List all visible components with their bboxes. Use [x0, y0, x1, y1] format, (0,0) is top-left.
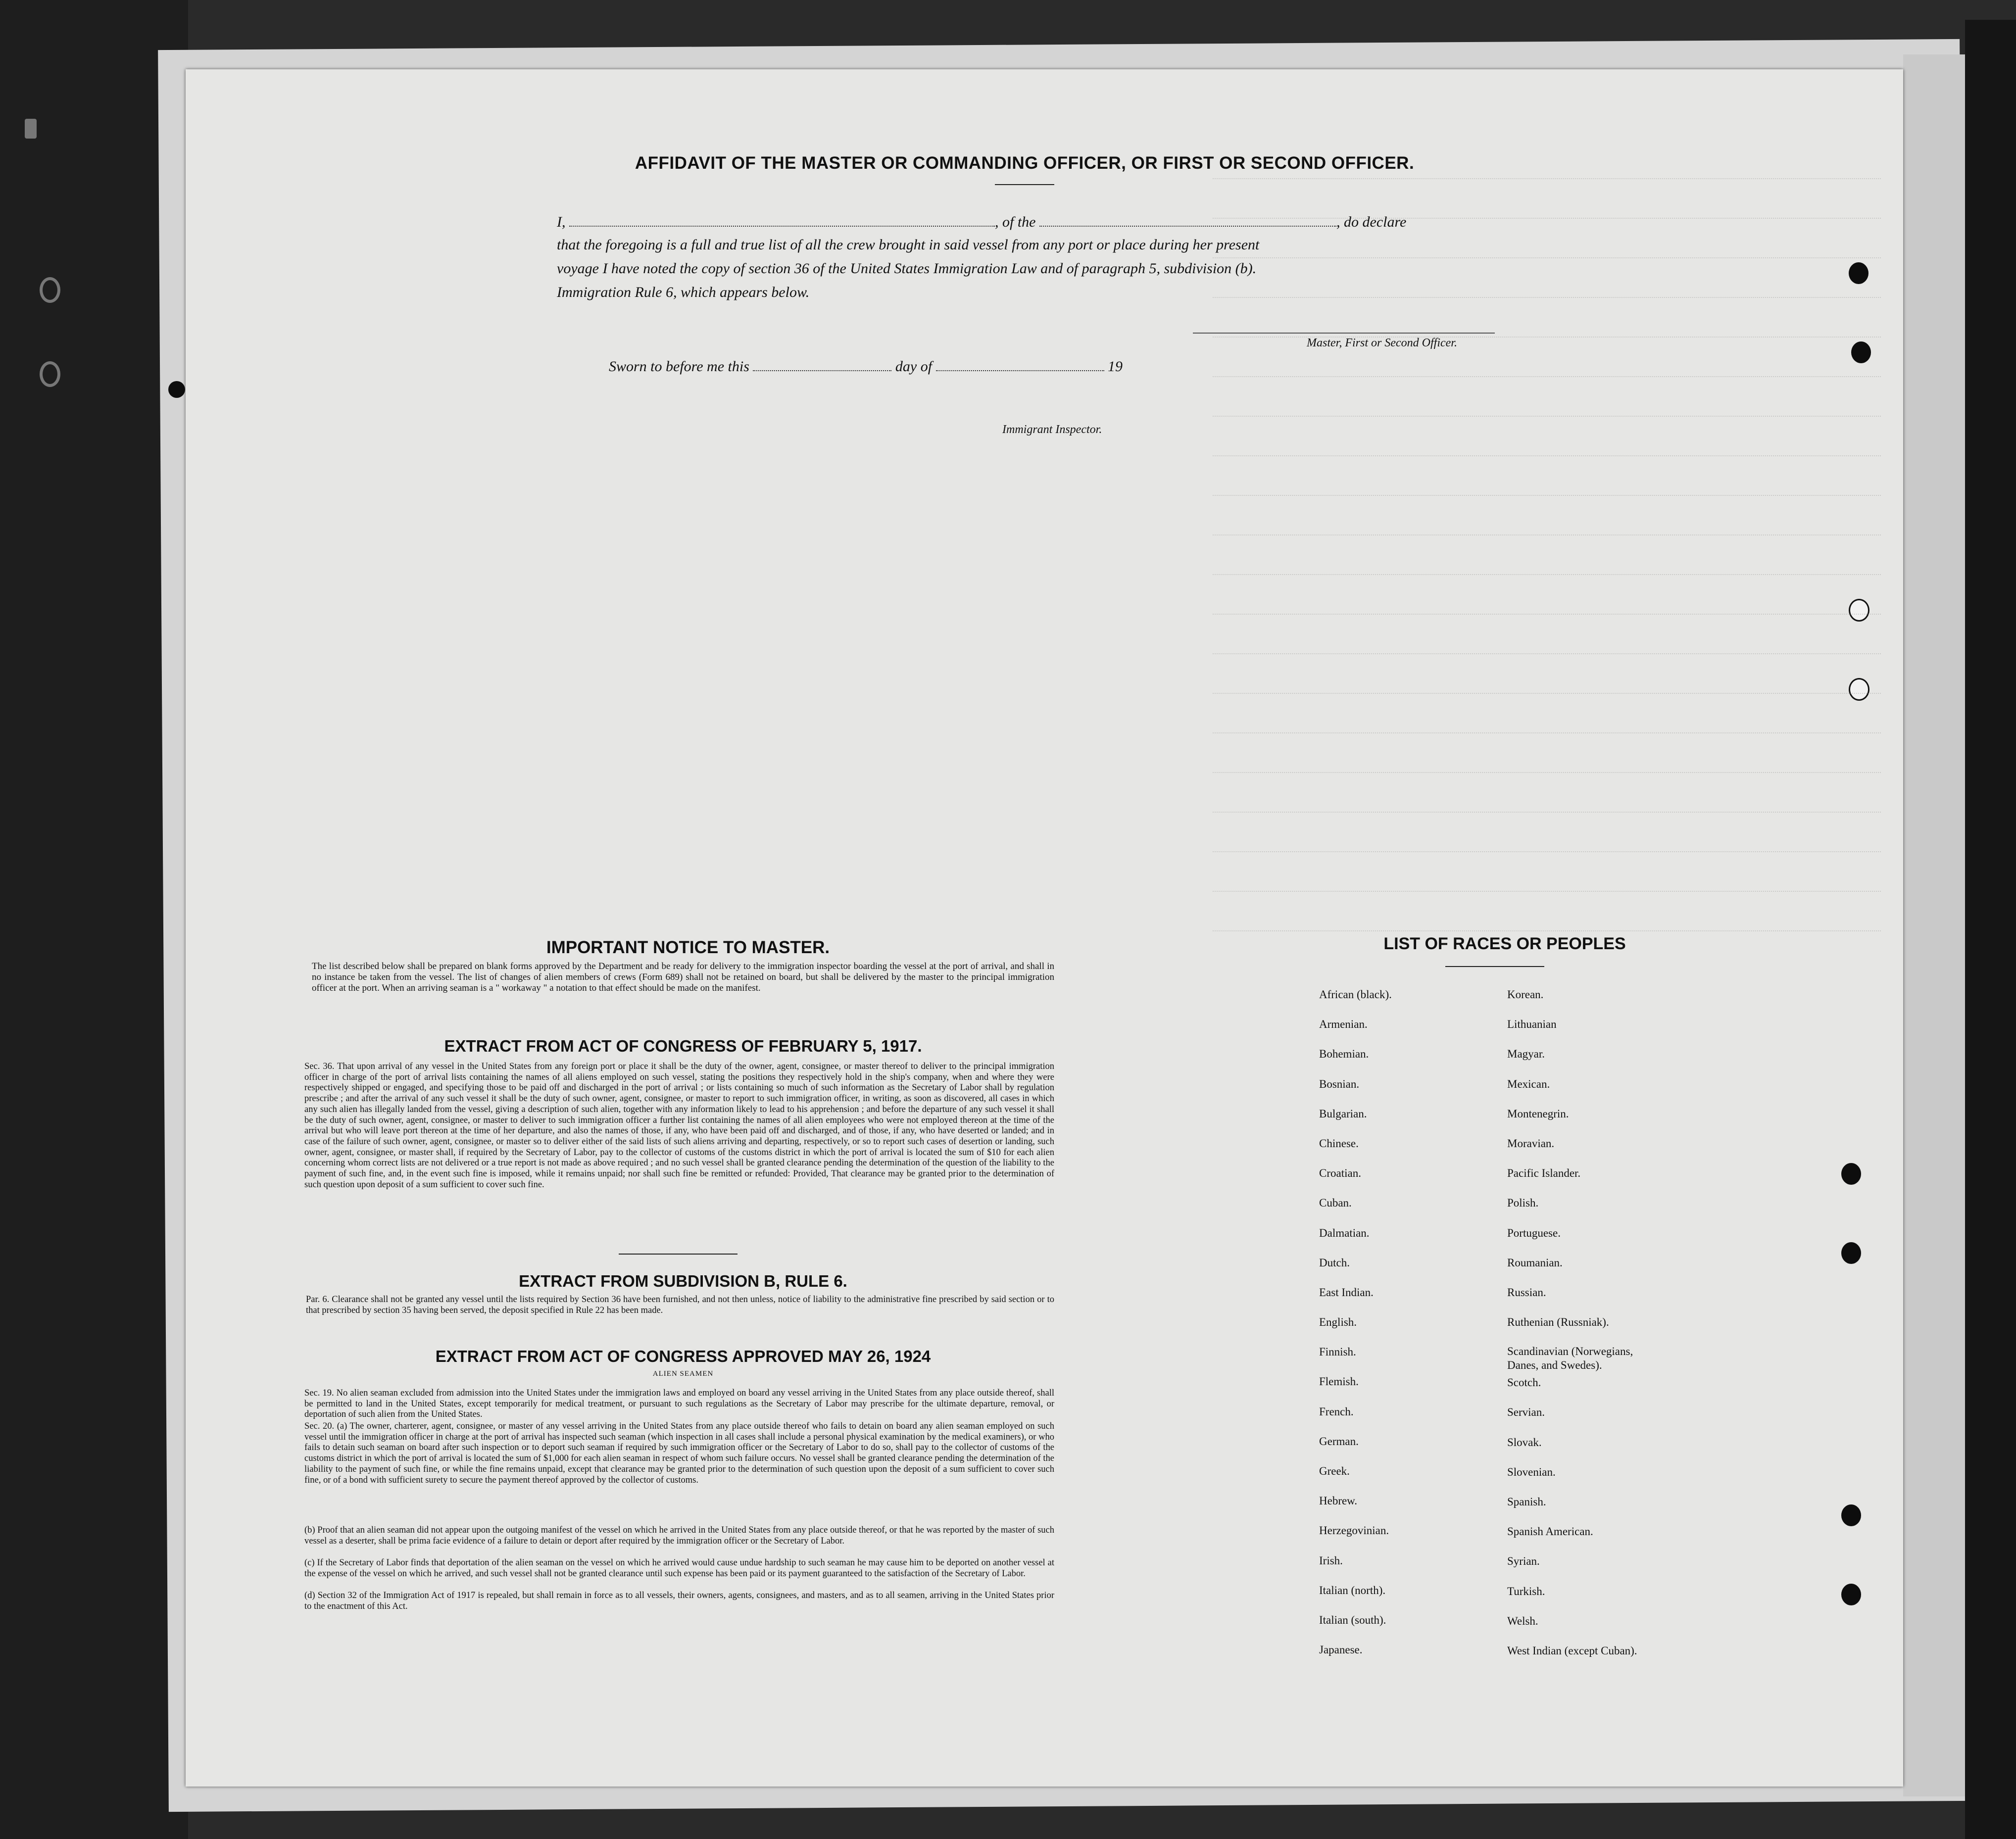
- race-item: Ruthenian (Russniak).: [1507, 1316, 1609, 1329]
- act-1924-title: EXTRACT FROM ACT OF CONGRESS APPROVED MAY 26, 1924: [435, 1347, 931, 1365]
- inspector-caption: Immigrant Inspector.: [1002, 423, 1102, 436]
- race-item: Finnish.: [1319, 1346, 1356, 1358]
- act-1917-body: Sec. 36. That upon arrival of any vessel in the United States from any foreign port or place it shall be the duty of the owner, agent, consignee, or master thereof to deliver to the principal immigration officer in charge of the port of arrival lists containing the names of all aliens employed on such vessel, stating the positions they respectively hold in the ship's company, when and where they were respectively shipped or engaged, and specifying those to be paid off and discharged in the port of arrival ; or lists containing so much of such information as the Secretary of Labor shall by regulation prescribe ; and after the arrival of any such vessel it shall be the duty of such owner, agent, consignee, or master to report to such immigration officer, in writing, as soon as discovered, all cases in which any such alien has illegally landed from the vessel, giving a description of such alien, together with any information likely to lead to his apprehension ; and before the departure of any such vessel it shall be the duty of such owner, agent, consignee, or master to deliver to such immigration officer a further list containing the names of all alien employees who were not employed thereon at the time of the arrival but who will leave port thereon at the time of her departure, and also the names of those, if any, who have been paid off and discharged, and of those, if any, who have deserted or landed; and in case of the failure of such owner, agent, consignee, or master so to deliver either of the said lists of such aliens arriving and departing, respectively, or so to report such cases of desertion or landing, such owner, agent, consignee, or master shall, if required by the Secretary of Labor, pay to the collector of customs of the customs district in which the port of arrival is located the sum of $10 for each alien concerning whom correct lists are not delivered or a true report is not made as above required ; and no such vessel shall be granted clearance pending the determination of the question of the liability to the payment of such fine, and, in the event such fine is imposed, while it remains unpaid; nor shall such fine be remitted or refunded: Provided, That clearance may be granted prior to the determination of such question upon deposit of a sum sufficient to cover such fine.: [304, 1062, 1054, 1190]
- master-signature-line[interactable]: [1193, 333, 1495, 334]
- race-item: Russian.: [1507, 1286, 1546, 1299]
- sworn-month-blank[interactable]: [936, 357, 1104, 371]
- scan-background-right: [1965, 20, 2016, 1839]
- punch-hole: [168, 381, 185, 398]
- affidavit-title: AFFIDAVIT OF THE MASTER OR COMMANDING OFFICER, OR FIRST OR SECOND OFFICER.: [635, 153, 1415, 173]
- margin-ring-mark: [40, 277, 60, 303]
- year-label: 19: [1108, 358, 1123, 375]
- section-divider: [619, 1254, 738, 1255]
- notice-body: The list described below shall be prepared on blank forms approved by the Department and be ready for delivery to the immigration inspector boarding the vessel at the port of arrival, and shall in no instance be taken from the vessel. The list of changes of alien members of crews (Form 689) shall not be retained on board, but shall be delivered by the master to the principal immigration officer at the port. When an arriving seaman is a " workaway " a notation to that effect should be made on the manifest.: [312, 961, 1054, 993]
- affidavit-statement-line: voyage I have noted the copy of section 36 of the United States Immigration Law and of paragraph 5, subdivision (b).: [557, 260, 1257, 277]
- race-item: Magyar.: [1507, 1048, 1545, 1061]
- race-item: Bosnian.: [1319, 1077, 1360, 1090]
- race-item: French.: [1319, 1405, 1354, 1418]
- race-item: Scandinavian (Norwegians, Danes, and Swedes).: [1507, 1345, 1633, 1372]
- race-item: Dutch.: [1319, 1256, 1350, 1269]
- race-item: Irish.: [1319, 1554, 1343, 1567]
- races-column-1: [1319, 987, 1497, 1672]
- sworn-line: [609, 357, 1123, 375]
- race-item: West Indian (except Cuban).: [1507, 1644, 1637, 1657]
- race-item: Turkish.: [1507, 1585, 1545, 1597]
- affidavit-declaration-line: [557, 213, 1547, 231]
- affidavit-statement-line: Immigration Rule 6, which appears below.: [557, 284, 810, 300]
- race-item: Montenegrin.: [1507, 1107, 1569, 1120]
- race-item: Bohemian.: [1319, 1048, 1369, 1061]
- race-item: Polish.: [1507, 1197, 1539, 1210]
- race-item: Spanish.: [1507, 1496, 1546, 1508]
- race-item: Spanish American.: [1507, 1525, 1593, 1538]
- race-item: Portuguese.: [1507, 1226, 1561, 1239]
- affidavit-statement-line: that the foregoing is a full and true list of all the crew brought in said vessel from any port or place during her present: [557, 237, 1260, 253]
- punch-hole: [1841, 1504, 1861, 1526]
- race-item: Servian.: [1507, 1406, 1545, 1419]
- act-1917-title: EXTRACT FROM ACT OF CONGRESS OF FEBRUARY 5, 1917.: [444, 1037, 922, 1055]
- race-item: Scotch.: [1507, 1376, 1541, 1389]
- vessel-name-blank[interactable]: [1039, 213, 1336, 227]
- race-item: Mexican.: [1507, 1077, 1550, 1090]
- master-caption: Master, First or Second Officer.: [1307, 337, 1457, 349]
- act-1924-sec20a: Sec. 20. (a) The owner, charterer, agent, consignee, or master of any vessel arriving in the United States from any place outside thereof who fails to detain on board any alien seaman employed on such vessel until the immigration officer in charge at the port of arrival has inspected such seaman (which inspection in all cases shall include a personal physical examination by the medical examiners), or who fails to detain such seaman on board after such inspection or to deport such seaman if required by such immigration officer or the Secretary of Labor to do so, shall pay to the collector of customs of the customs district in which the port of arrival is located the sum of $1,000 for each alien seaman in respect of whom such failure occurs. No vessel shall be granted clearance pending the determination of the liability to the payment of such fine, or while the fine remains unpaid, except that clearance may be granted prior to the determination of such question upon the deposit of a sum sufficient to cover such fine, or of a bond with sufficient surety to secure the payment thereof approved by the collector of customs.: [304, 1421, 1054, 1485]
- race-item: Italian (north).: [1319, 1584, 1386, 1597]
- race-item: Armenian.: [1319, 1018, 1368, 1031]
- margin-tab-mark: [25, 119, 37, 139]
- race-item: Dalmatian.: [1319, 1226, 1370, 1239]
- affidavit-i-label: I,: [557, 214, 566, 230]
- race-item: Korean.: [1507, 988, 1544, 1001]
- punch-hole: [1841, 1584, 1861, 1605]
- race-item: English.: [1319, 1316, 1357, 1329]
- sworn-day-blank[interactable]: [753, 357, 891, 371]
- race-item: Greek.: [1319, 1465, 1350, 1477]
- act-1924-sec20c: (c) If the Secretary of Labor finds that deportation of the alien seaman on the vessel on which he arrived would cause undue hardship to such seaman he may cause him to be deported on another vessel at the expense of the vessel on which he arrived, and such vessel shall not be granted clearance until such expense has been paid or its payment guaranteed to the satisfaction of the Secretary of Labor.: [304, 1558, 1054, 1579]
- races-title: LIST OF RACES OR PEOPLES: [1383, 934, 1626, 953]
- officer-name-blank[interactable]: [569, 213, 995, 227]
- race-item: Hebrew.: [1319, 1495, 1358, 1507]
- affidavit-do-declare-label: , do declare: [1336, 214, 1407, 230]
- race-item: Welsh.: [1507, 1614, 1538, 1627]
- margin-ring-mark: [40, 361, 60, 387]
- rule-6-body: Par. 6. Clearance shall not be granted any vessel until the lists required by Section 36 have been furnished, and not then unless, notice of liability to the administrative fine prescribed by said section or to that prescribed by section 35 having been served, the deposit specified in Rule 22 has been made.: [306, 1295, 1054, 1315]
- race-item: Pacific Islander.: [1507, 1167, 1581, 1180]
- act-1924-sec20b: (b) Proof that an alien seaman did not appear upon the outgoing manifest of the vessel on which he arrived in the United States from any place outside thereof, or that he was reported by the master of such vessel as a deserter, shall be prima facie evidence of a failure to detain or deport after required by the immigration officer or the Secretary of Labor.: [304, 1525, 1054, 1546]
- race-item: Croatian.: [1319, 1167, 1361, 1180]
- race-item: Syrian.: [1507, 1555, 1540, 1568]
- race-item: Chinese.: [1319, 1137, 1359, 1150]
- affidavit-title-rule: [995, 184, 1054, 185]
- race-item: Cuban.: [1319, 1197, 1352, 1210]
- race-item: Roumanian.: [1507, 1256, 1563, 1269]
- notice-title: IMPORTANT NOTICE TO MASTER.: [546, 938, 830, 957]
- punch-hole: [1841, 1242, 1861, 1264]
- race-item: Japanese.: [1319, 1644, 1363, 1656]
- races-column-2: [1507, 987, 1705, 1673]
- act-1924-sec19: Sec. 19. No alien seaman excluded from admission into the United States under the immigration laws and employed on board any vessel arriving in the United States from any place outside thereof, shall be permitted to land in the United States, except temporarily for medical treatment, or pursuant to such regulations as the Secretary of Labor may prescribe for the ultimate departure, removal, or deportation of such alien from the United States.: [304, 1388, 1054, 1420]
- punch-hole: [1841, 1163, 1861, 1185]
- race-item: Bulgarian.: [1319, 1107, 1367, 1120]
- race-item: Slovak.: [1507, 1436, 1542, 1449]
- race-item: German.: [1319, 1435, 1359, 1448]
- sworn-label: Sworn to before me this: [609, 358, 749, 375]
- race-item: African (black).: [1319, 988, 1392, 1001]
- race-item: Slovenian.: [1507, 1465, 1556, 1478]
- act-1924-subtitle: ALIEN SEAMEN: [652, 1370, 714, 1378]
- race-item: Flemish.: [1319, 1375, 1359, 1388]
- race-item: Herzegovinian.: [1319, 1524, 1389, 1537]
- rule-6-title: EXTRACT FROM SUBDIVISION B, RULE 6.: [519, 1272, 847, 1290]
- affidavit-of-the-label: , of the: [995, 214, 1036, 230]
- race-item: Moravian.: [1507, 1137, 1555, 1150]
- race-item: East Indian.: [1319, 1286, 1374, 1299]
- races-title-rule: [1445, 966, 1544, 967]
- race-item: Lithuanian: [1507, 1018, 1557, 1031]
- act-1924-sec20d: (d) Section 32 of the Immigration Act of 1917 is repealed, but shall remain in force as to all vessels, their owners, agents, consignees, and masters, and as to all seamen, arriving in the United States prior to the enactment of this Act.: [304, 1591, 1054, 1611]
- race-item: Italian (south).: [1319, 1613, 1386, 1626]
- day-of-label: day of: [895, 358, 933, 375]
